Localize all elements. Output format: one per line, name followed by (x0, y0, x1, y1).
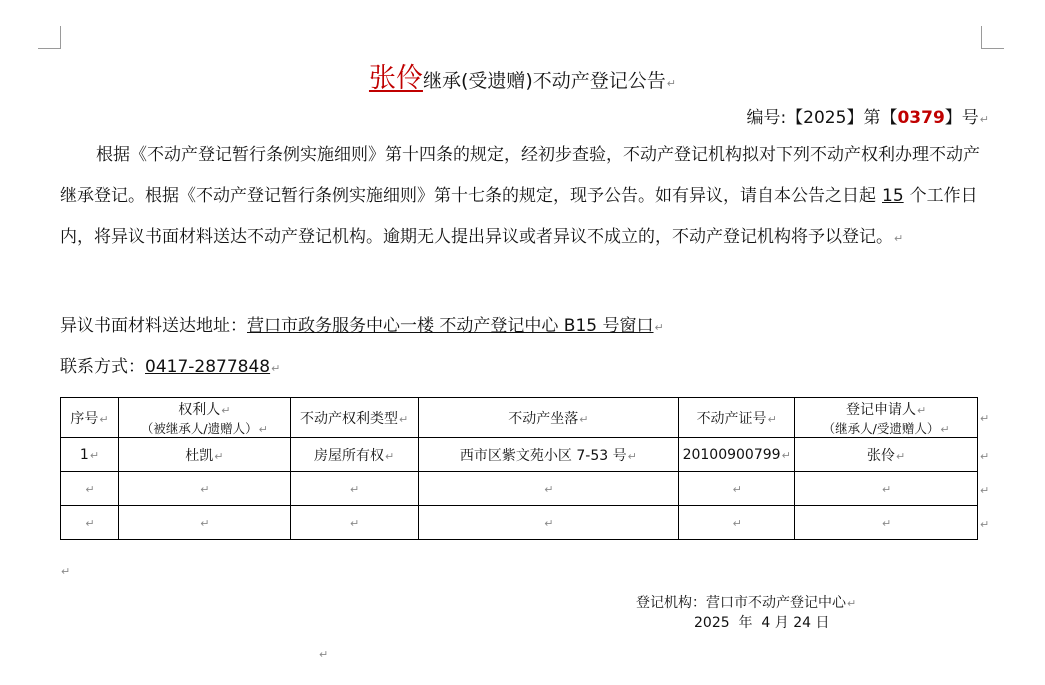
margin-corner-top-left (38, 26, 61, 49)
table-header-row (61, 398, 978, 438)
cell-empty: ↵ (418, 506, 679, 540)
document-number-prefix: 编号:【2025】第【 (746, 108, 898, 128)
cell-right-type: 房屋所有权↵ (290, 438, 418, 472)
objection-days: 15 (882, 186, 904, 206)
paragraph-mark-icon: ↵ (979, 113, 989, 126)
paragraph-mark-icon: ↵ (271, 362, 281, 375)
contact-label: 联系方式： (60, 357, 145, 377)
registration-org: 登记机构：营口市不动产登记中心↵ (636, 595, 857, 611)
table-row (61, 472, 978, 506)
row-end-mark-icon: ↵ (980, 412, 990, 425)
notice-text-part-2: 个工作日内，将异议书面材料送达不动产登记机构。逾期无人提出异议或者异议不成立的，不动产登记机构将予以登记。 (60, 186, 978, 247)
cell-empty: ↵ (290, 472, 418, 506)
table-row (61, 438, 978, 472)
cell-empty: ↵ (679, 472, 795, 506)
address-value: 营口市政务服务中心一楼 不动产登记中心 B15 号窗口 (247, 316, 654, 336)
property-table (60, 397, 978, 540)
document-number-suffix: 】号 (944, 108, 979, 128)
header-right-type: 不动产权利类型↵ (290, 398, 418, 438)
document-number-value: 0379 (897, 108, 945, 128)
notice-paragraph (60, 135, 982, 259)
header-holder: 权利人↵ （被继承人/遗赠人）↵ (118, 398, 290, 438)
paragraph-mark-icon: ↵ (894, 232, 904, 245)
notice-text-part-1: 根据《不动产登记暂行条例实施细则》第十四条的规定，经初步查验，不动产登记机构拟对下列不动产权利办理不动产继承登记。根据《不动产登记暂行条例实施细则》第十七条的规定，现予公告。如有异议，请自本公告之日起 (60, 145, 980, 206)
contact-info (60, 352, 280, 377)
notice-date: 2025 年 4 月 24 日 (694, 615, 830, 631)
objection-address (60, 311, 664, 336)
cell-holder: 杜凯↵ (118, 438, 290, 472)
page-title (0, 56, 1045, 95)
cell-empty: ↵ (795, 506, 978, 540)
row-end-mark-icon: ↵ (980, 484, 990, 497)
cell-empty: ↵ (795, 472, 978, 506)
cell-empty: ↵ (290, 506, 418, 540)
cell-empty: ↵ (118, 472, 290, 506)
cell-empty: ↵ (418, 472, 679, 506)
paragraph-mark-icon: ↵ (654, 321, 664, 334)
cell-empty: ↵ (61, 506, 119, 540)
contact-phone: 0417-2877848 (145, 357, 271, 377)
paragraph-mark-icon: ↵ (319, 648, 329, 661)
cell-empty: ↵ (118, 506, 290, 540)
cell-empty: ↵ (679, 506, 795, 540)
title-text: 继承(受遗赠)不动产登记公告 (422, 70, 666, 92)
cell-empty: ↵ (61, 472, 119, 506)
paragraph-mark-icon: ↵ (61, 565, 71, 578)
header-location: 不动产坐落↵ (418, 398, 679, 438)
header-seq: 序号↵ (61, 398, 119, 438)
paragraph-mark-icon: ↵ (666, 77, 677, 90)
margin-corner-top-right (981, 26, 1004, 49)
address-label: 异议书面材料送达地址： (60, 316, 247, 336)
cell-seq: 1↵ (61, 438, 119, 472)
row-end-mark-icon: ↵ (980, 450, 990, 463)
cell-applicant: 张伶↵ (795, 438, 978, 472)
title-person-name: 张伶 (368, 63, 423, 94)
header-cert-no: 不动产证号↵ (679, 398, 795, 438)
cell-cert-no: 20100900799↵ (679, 438, 795, 472)
row-end-mark-icon: ↵ (980, 518, 990, 531)
cell-location: 西市区紫文苑小区 7-53 号↵ (418, 438, 679, 472)
table-row (61, 506, 978, 540)
header-applicant: 登记申请人↵ （继承人/受遗赠人）↵ (795, 398, 978, 438)
document-number (746, 103, 989, 128)
